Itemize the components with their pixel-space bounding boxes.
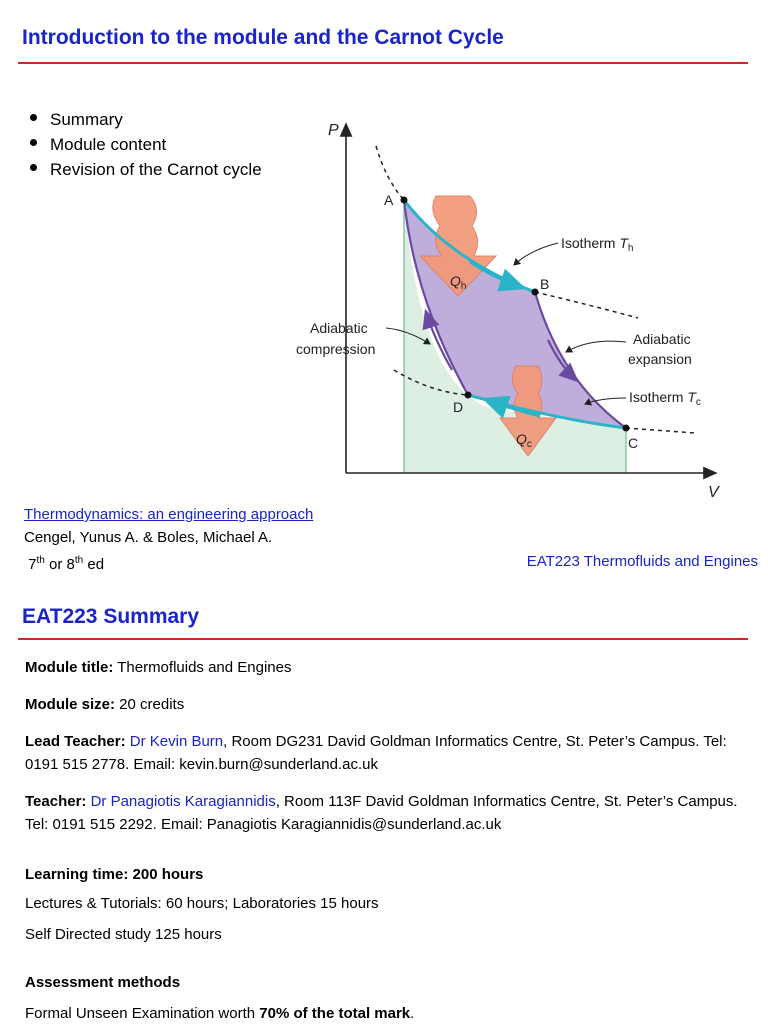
title-divider — [18, 62, 748, 64]
assessment-heading: Assessment methods — [25, 974, 181, 991]
label-adiabatic-expansion-2: expansion — [628, 351, 692, 367]
carnot-cycle-diagram — [290, 112, 730, 504]
lead-teacher-name: Dr Kevin Burn — [129, 733, 224, 750]
point-b-dot — [532, 289, 539, 296]
module-size-line: Module size: 20 credits — [25, 696, 185, 713]
axis-label-v: V — [708, 484, 719, 501]
module-title-line: Module title: Thermofluids and Engines — [25, 659, 292, 676]
bullet-item: Summary — [28, 107, 262, 132]
self-study-line: Self Directed study 125 hours — [25, 926, 222, 943]
point-label-b: B — [540, 276, 550, 292]
bullet-item: Module content — [28, 132, 262, 157]
bullet-list — [28, 107, 262, 182]
book-authors: Cengel, Yunus A. & Boles, Michael A. — [24, 529, 273, 546]
book-title-link[interactable]: Thermodynamics: an engineering approach — [24, 506, 314, 523]
axis-label-p: P — [328, 122, 339, 139]
label-adiabatic-expansion-1: Adiabatic — [633, 331, 691, 347]
label-isotherm-th: Isotherm $T_h$ — [561, 235, 634, 254]
label-isotherm-tc: Isotherm $T_c$ — [629, 389, 701, 408]
bullet-item: Revision of the Carnot cycle — [28, 157, 262, 182]
label-adiabatic-compression-2: compression — [296, 341, 376, 357]
slide-title: EAT223 Summary — [22, 605, 200, 628]
point-c-dot — [623, 425, 630, 432]
slide-eat223-summary — [0, 590, 768, 1024]
exam-line: Formal Unseen Examination worth 70% of the total mark. — [25, 1005, 415, 1022]
label-qh: $Q_h$ — [450, 273, 467, 292]
course-label: EAT223 Thermofluids and Engines — [526, 553, 758, 570]
point-label-a: A — [384, 192, 394, 208]
lead-teacher-line: Lead Teacher: Dr Kevin Burn, Room DG231 David Goldman Informatics Centre, St. Peter’s Campus. Tel: 0191 515 2778. Email: kevin.burn@sunderland.ac.uk — [25, 733, 727, 773]
label-adiabatic-compression-1: Adiabatic — [310, 320, 368, 336]
reference-block — [24, 503, 313, 576]
teacher-line: Teacher: Dr Panagiotis Karagiannidis, Room 113F David Goldman Informatics Centre, St. Peter’s Campus. Tel: 0191 515 2292. Email: Panagiotis Karagiannidis@sunderland.ac.uk — [25, 793, 738, 833]
slide-title: Introduction to the module and the Carnot Cycle — [22, 26, 504, 49]
point-a-dot — [401, 197, 408, 204]
lectures-line: Lectures & Tutorials: 60 hours; Laboratories 15 hours — [25, 895, 379, 912]
book-edition: 7th or 8th ed — [28, 555, 105, 573]
learning-time-line: Learning time: 200 hours — [25, 866, 204, 883]
label-qc: $Q_c$ — [516, 431, 532, 450]
point-label-d: D — [453, 399, 464, 415]
title-divider — [18, 638, 748, 640]
point-d-dot — [465, 392, 472, 399]
teacher-name: Dr Panagiotis Karagiannidis — [90, 793, 276, 810]
point-label-c: C — [628, 435, 639, 451]
